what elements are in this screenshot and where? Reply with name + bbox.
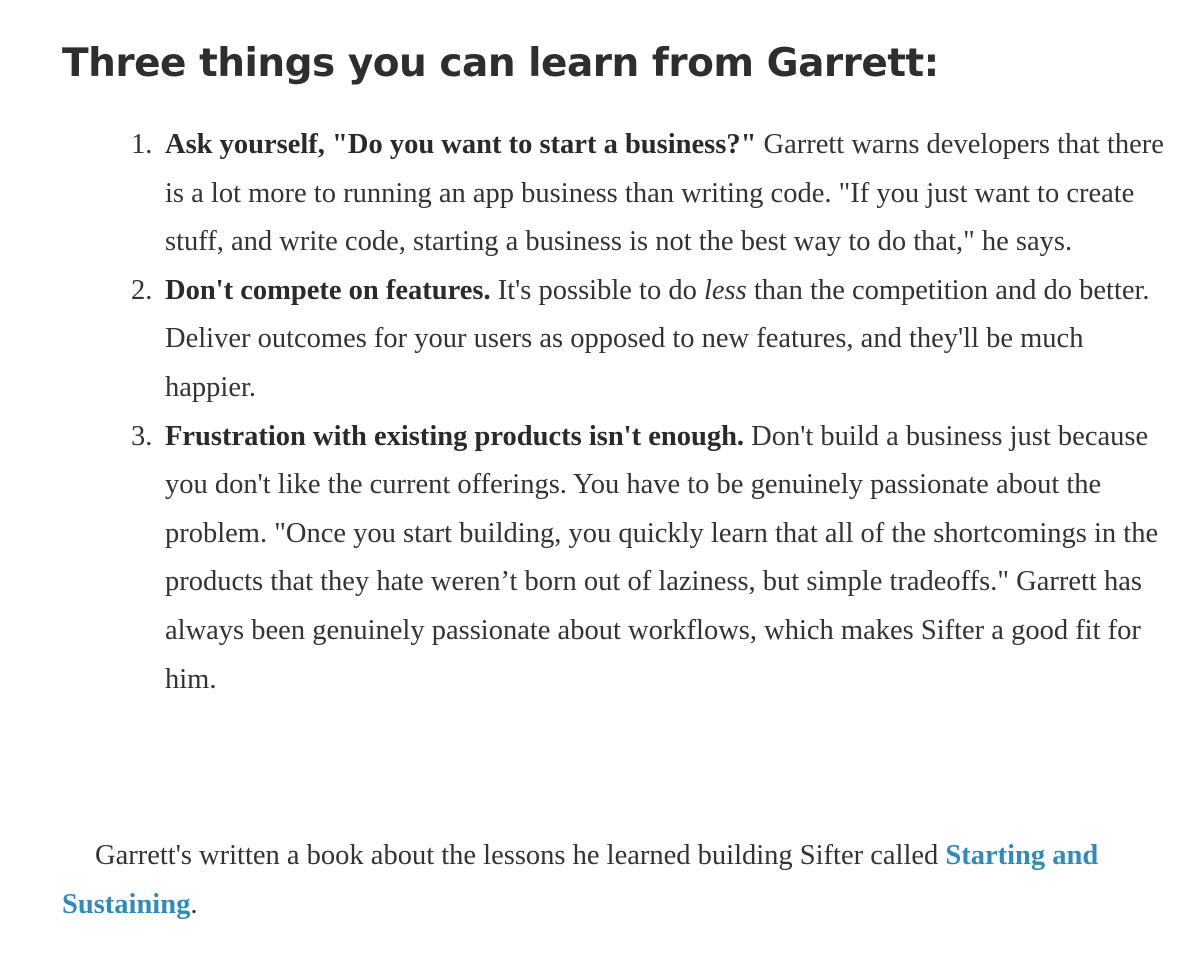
emphasized-word: less <box>703 274 747 306</box>
list-item <box>131 413 1165 705</box>
list-number: 2. <box>131 274 153 306</box>
closing-paragraph <box>62 832 1142 929</box>
lesson-title: Frustration with existing products isn't enough. <box>165 420 745 452</box>
closing-text: Garrett's written a book about the lessons he learned building Sifter called <box>95 840 946 871</box>
lesson-title: Don't compete on features. <box>165 274 491 306</box>
list-item <box>131 121 1165 267</box>
lesson-body: than the competition and do better. Deliver outcomes for your users as opposed to new features, and they'll be much happier. <box>165 274 1150 403</box>
list-item <box>131 267 1165 413</box>
lesson-body: Don't build a business just because you don't like the current offerings. You have to be genuinely passionate about the problem. "Once you start building, you quickly learn that all of the shortcomings in the products that they hate weren’t born out of laziness, but simple tradeoffs." Garrett has always been genuinely passionate about workflows, which makes Sifter a good fit for him. <box>165 420 1159 695</box>
section-heading: Three things you can learn from Garrett: <box>62 41 939 86</box>
list-number: 1. <box>131 129 153 160</box>
lessons-list <box>131 121 1165 704</box>
lesson-body: Garrett warns developers that there is a lot more to running an app business than writing code. "If you just want to create stuff, and write code, starting a business is not the best way to do that," he says. <box>165 129 1164 258</box>
lesson-title: Ask yourself, "Do you want to start a business?" <box>165 129 757 160</box>
book-link[interactable]: Starting and Sustaining <box>62 840 1099 920</box>
closing-period: . <box>190 888 198 920</box>
lesson-body: It's possible to do <box>490 274 704 306</box>
list-number: 3. <box>131 420 153 452</box>
